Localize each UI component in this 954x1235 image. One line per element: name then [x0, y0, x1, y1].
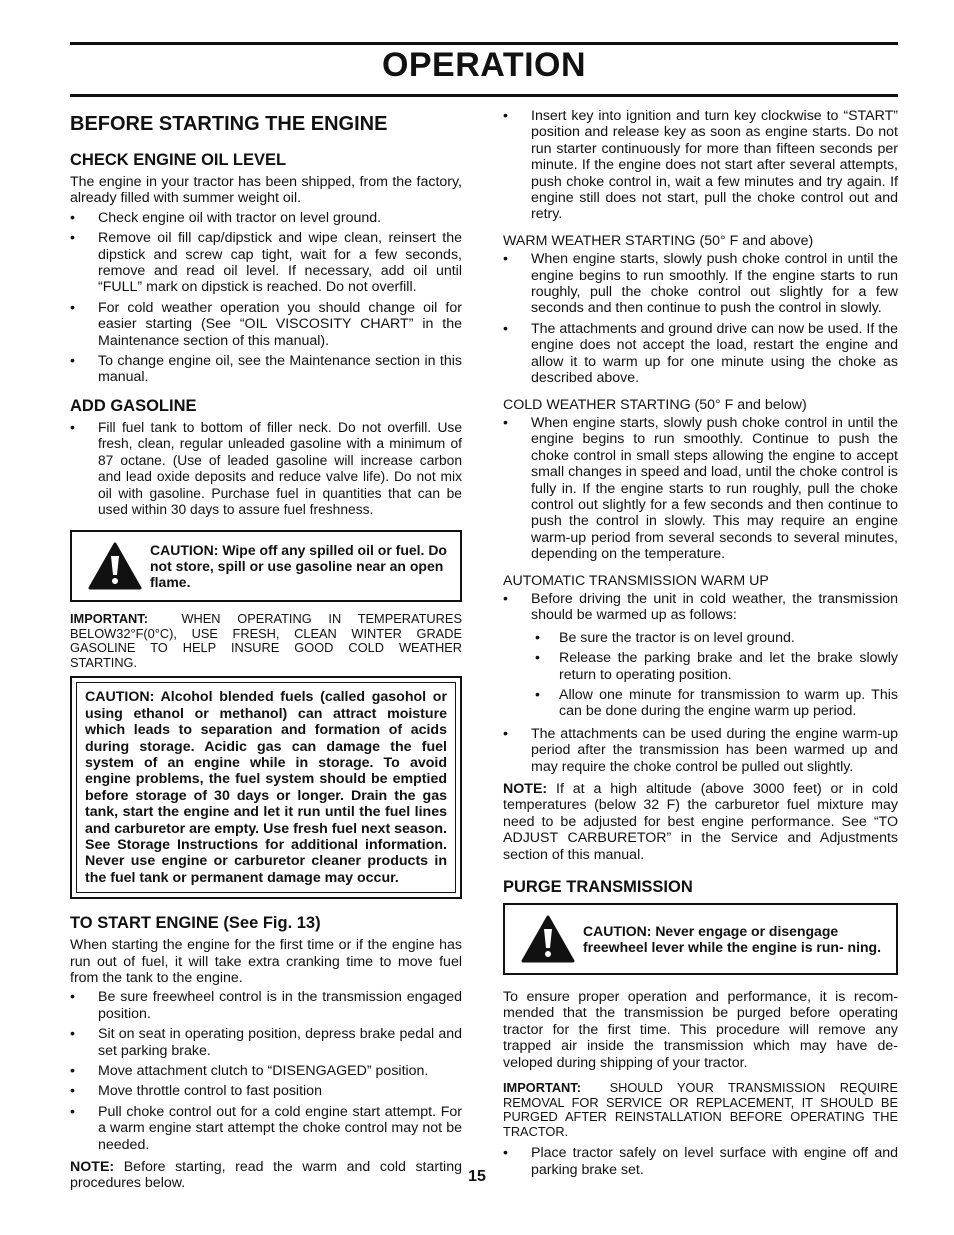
gas-list	[70, 420, 462, 518]
list-item: • Check engine oil with tractor on level ground.	[70, 209, 382, 226]
start-note: NOTE: Before starting, read the warm and cold starting procedures below.	[70, 1159, 462, 1192]
list-item: • Fill fuel tank to bottom of filler neck. Do not overfill. Use fresh, clean, regular unleaded gasoline with a minimum of 87 octane. (Use of leaded gasoline will increase carbon and lead oxide deposits and reduce valve life). Do not mix oil with gasoline. Purchase fuel in quantities that can be used within 30 days to assure fuel freshness.	[70, 419, 462, 517]
start-intro: When starting the engine for the first time or if the engine has run out of fuel, it will take extra cranking time to move fuel from the tank to the engine.	[70, 937, 462, 986]
list-item: • Remove oil fill cap/dipstick and wipe clean, reinsert the dipstick and screw cap tight, wait for a few seconds, remove and read oil level. If necessary, add oil until “FULL” mark on dipstick is reached. Do not overfill.	[70, 230, 462, 296]
oil-heading: CHECK ENGINE OIL LEVEL	[70, 151, 287, 169]
start-list	[70, 989, 462, 1153]
list-item: • Be sure freewheel control is in the transmission engaged position.	[70, 989, 462, 1022]
purge-heading: PURGE TRANSMISSION	[503, 878, 693, 897]
list-item: • For cold weather operation you should change oil for easier starting (See “OIL VISCOSITY CHART” in the Maintenance section of this manual).	[70, 299, 462, 349]
left-column	[70, 108, 462, 1195]
caution-box-alcohol	[70, 676, 462, 899]
key-list	[503, 108, 898, 223]
warning-triangle-icon	[80, 538, 150, 594]
page-title: OPERATION	[381, 46, 587, 84]
title-rule	[70, 94, 898, 97]
trans-sublist	[503, 630, 898, 720]
list-item: • The attachments and ground drive can now be used. If the engine does not accept the load, restart the engine and allow it to warm up for one minute using the choke as described above.	[503, 320, 898, 387]
list-item: • Before driving the unit in cold weather, the transmission should be warmed up as follows:	[503, 590, 898, 624]
caution-box-fuel	[70, 530, 462, 602]
oil-list	[70, 210, 462, 386]
list-item: • Insert key into ignition and turn key clockwise to “START” position and release key as soon as engine starts. Do not run starter continuously for more than fifteen seconds per minute. If the engine does not start after several attempts, push choke control in, wait a few minutes and try again. If engine still does not start, pull the choke control out and retry.	[503, 108, 898, 223]
caution-text: CAUTION: Never engage or disengage freewheel lever while the engine is run- ning.	[583, 923, 881, 956]
list-item: • To change engine oil, see the Maintenance section in this manual.	[70, 353, 462, 386]
purge-body: To ensure proper operation and performance, it is recom- mended that the transmission be purged before operating tractor for the first time. This procedure will remove any trapped air inside the transmission which may have de- veloped during shipping of your tractor.	[503, 989, 898, 1071]
important-note-fuel: IMPORTANT: WHEN OPERATING IN TEMPERATURES BELOW32°F(0°C), USE FRESH, CLEAN WINTER GRADE GASOLINE TO HELP INSURE GOOD COLD WEATHER STARTING.	[70, 611, 462, 670]
cold-list	[503, 415, 898, 563]
list-item: • When engine starts, slowly push choke control in until the engine begins to run smoothly. Continue to push the choke control in small steps allowing the engine to accept small changes in speed and load, until the choke control is fully in. If the engine starts to run roughly, pull the choke control out slightly for a few seconds and then continue to push the control in slowly. This may require an engine warm-up period from several seconds to several minutes, depending on the temperature.	[503, 414, 898, 563]
caution-box-freewheel	[503, 903, 898, 975]
top-rule	[70, 42, 898, 45]
list-item: • Release the parking brake and let the brake slowly return to operating position.	[535, 650, 898, 683]
caution-text: CAUTION: Wipe off any spilled oil or fuel. Do not store, spill or use gasoline near an open flame.	[150, 542, 447, 591]
page-number: 15	[468, 1168, 486, 1185]
important-note-purge: IMPORTANT: SHOULD YOUR TRANSMISSION REQUIRE REMOVAL FOR SERVICE OR REPLACEMENT, IT SHOULD BE PURGED AFTER REINSTALLATION BEFORE OPERATING THE TRACTOR.	[503, 1080, 898, 1139]
start-heading: TO START ENGINE (See Fig. 13)	[70, 914, 321, 933]
list-item: • Allow one minute for transmission to warm up. This can be done during the engine warm up period.	[535, 687, 898, 720]
list-item: • The attachments can be used during the engine warm-up period after the transmission has been warmed up and may require the choke control be pulled out slightly.	[503, 725, 898, 775]
trans-heading: AUTOMATIC TRANSMISSION WARM UP	[503, 572, 769, 589]
caution-text: CAUTION: Alcohol blended fuels (called gasohol or using ethanol or methanol) can attract moisture which leads to separation and formation of acids during storage. Acidic gas can damage the fuel system of an engine while in storage. To avoid engine problems, the fuel system should be emptied before storage of 30 days or longer. Drain the gas tank, start the engine and let it run until the fuel lines and carburetor are empty. Use fresh fuel next season. See Storage Instructions for additional information. Never use engine or carburetor cleaner products in the fuel tank or permanent damage may occur.	[76, 682, 456, 893]
oil-intro: The engine in your tractor has been shipped, from the factory, already filled with summer weight oil.	[70, 174, 462, 207]
list-item: • When engine starts, slowly push choke control in until the engine begins to run smoothly. If the engine starts to run roughly, pull the choke control out slightly for a few seconds and then continue to push the control in slowly.	[503, 251, 898, 317]
cold-heading: COLD WEATHER STARTING (50° F and below)	[503, 396, 807, 413]
list-item: • Place tractor safely on level surface with engine off and parking brake set.	[503, 1145, 898, 1178]
altitude-note: NOTE: If at a high altitude (above 3000 feet) or in cold temperatures (below 32 F) the carburetor fuel mixture may need to be adjusted for best engine performance. See “TO ADJUST CARBURETOR” in the Service and Adjustments section of this manual.	[503, 781, 898, 863]
warm-heading: WARM WEATHER STARTING (50° F and above)	[503, 232, 814, 249]
list-item: • Be sure the tractor is on level ground.	[535, 629, 795, 646]
list-item: • Move throttle control to fast position	[70, 1083, 322, 1100]
right-column	[503, 108, 898, 1184]
trans-list	[503, 591, 898, 624]
list-item: • Pull choke control out for a cold engine start attempt. For a warm engine start attempt the choke control may not be needed.	[70, 1103, 462, 1153]
gas-heading: ADD GASOLINE	[70, 396, 197, 415]
section-title: BEFORE STARTING THE ENGINE	[70, 113, 388, 135]
warm-list	[503, 251, 898, 386]
trans-list-2	[503, 726, 898, 775]
warning-triangle-icon	[513, 911, 583, 967]
list-item: • Sit on seat in operating position, depress brake pedal and set parking brake.	[70, 1026, 462, 1059]
list-item: • Move attachment clutch to “DISENGAGED” position.	[70, 1063, 429, 1080]
